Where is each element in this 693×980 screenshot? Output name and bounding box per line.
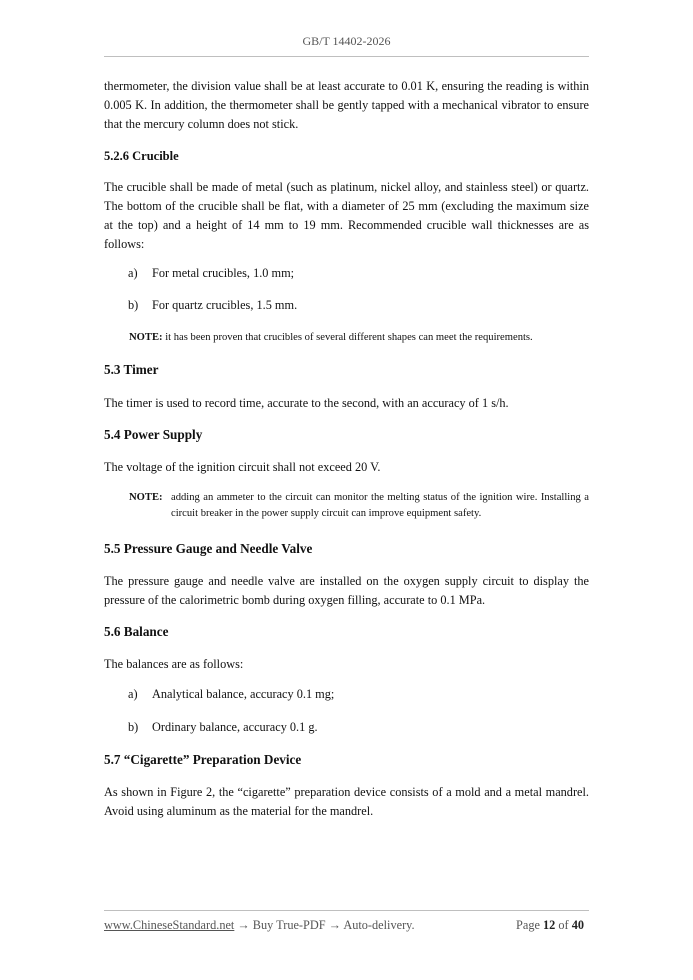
list-item [104,686,589,702]
note-label: NOTE: [129,332,163,343]
page-total: 40 [571,918,584,932]
note-text: it has been proven that crucibles of several different shapes can meet the requirements. [162,332,533,343]
heading-5-4: 5.4 Power Supply [104,427,203,442]
list-item [104,719,589,735]
page-number [516,918,584,933]
header-divider [104,56,589,57]
heading-5-5: 5.5 Pressure Gauge and Needle Valve [104,541,313,556]
paragraph-pressure: The pressure gauge and needle valve are installed on the oxygen supply circuit to display the pressure of the calorimetric bomb during oxygen filling, accurate to 0.1 MPa. [104,574,589,607]
paragraph-power: The voltage of the ignition circuit shall not exceed 20 V. [104,460,381,474]
footer-tagline: → Buy True-PDF → Auto-delivery. [234,918,415,932]
page-header-title: GB/T 14402-2026 [302,34,391,48]
page-current: 12 [543,918,556,932]
list-marker: b) [128,720,139,734]
list-text: For metal crucibles, 1.0 mm; [152,266,295,280]
page-word: Page [516,918,540,932]
page-footer [104,918,589,934]
list-item [104,265,589,281]
list-text: Analytical balance, accuracy 0.1 mg; [152,687,335,701]
list-text: Ordinary balance, accuracy 0.1 g. [152,720,318,734]
footer-divider [104,910,589,911]
heading-5-3: 5.3 Timer [104,362,159,377]
paragraph-cigarette: As shown in Figure 2, the “cigarette” preparation device consists of a mold and a metal mandrel. Avoid using aluminum as the material for the mandrel. [104,785,589,818]
note-text: adding an ammeter to the circuit can monitor the melting status of the ignition wire. Installing a circuit breaker in the power supply circuit can improve equipment safety. [171,492,589,519]
of-word: of [558,918,569,932]
list-item [104,297,589,313]
heading-5-7: 5.7 “Cigarette” Preparation Device [104,752,302,767]
paragraph-thermometer: thermometer, the division value shall be at least accurate to 0.01 K, ensuring the reading is within 0.005 K. In addition, the thermometer shall be gently tapped with a mechanical vibrator to ensure that the mercury column does not stick. [104,79,589,131]
list-marker: a) [128,266,138,280]
footer-website-link[interactable]: www.ChineseStandard.net [104,918,235,932]
note-crucible [129,330,589,346]
note-power [104,490,589,524]
note-label: NOTE: [129,492,163,503]
list-marker: a) [128,687,138,701]
heading-5-2-6: 5.2.6 Crucible [104,149,179,163]
paragraph-crucible: The crucible shall be made of metal (such as platinum, nickel alloy, and stainless steel) or quartz. The bottom of the crucible shall be flat, with a diameter of 25 mm (excluding the maximum size at the top) and a height of 14 mm to 19 mm. Recommended crucible wall thicknesses are as follows: [104,180,589,251]
list-text: For quartz crucibles, 1.5 mm. [152,298,298,312]
heading-5-6: 5.6 Balance [104,624,169,639]
list-marker: b) [128,298,139,312]
paragraph-balance: The balances are as follows: [104,657,244,671]
paragraph-timer: The timer is used to record time, accurate to the second, with an accuracy of 1 s/h. [104,396,509,410]
